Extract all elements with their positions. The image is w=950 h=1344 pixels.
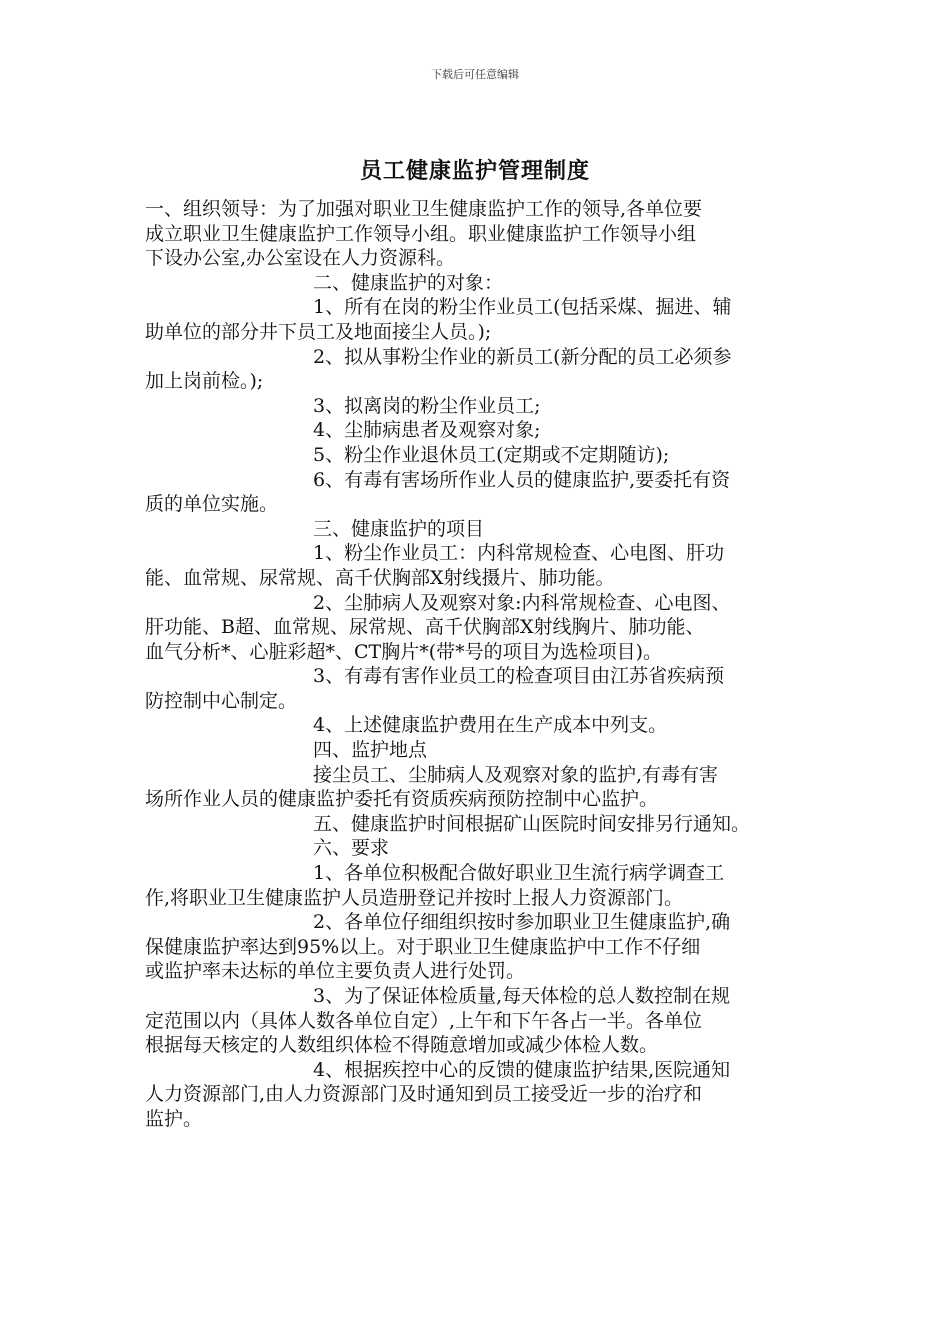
paragraph-line: 3、为了保证体检质量,每天体检的总人数控制在规 <box>313 985 731 1007</box>
paragraph-line: 4、根据疾控中心的反馈的健康监护结果,医院通知 <box>313 1058 731 1081</box>
paragraph-line: 助单位的部分井下员工及地面接尘人员。); <box>145 320 492 343</box>
paragraph-line: 接尘员工、尘肺病人及观察对象的监护,有毒有害 <box>313 763 719 786</box>
paragraph-line: 肝功能、B超、血常规、尿常规、高千伏胸部X射线胸片、肺功能、 <box>145 616 705 639</box>
paragraph-line: 3、拟离岗的粉尘作业员工; <box>313 394 541 417</box>
paragraph-line: 二、健康监护的对象： <box>313 271 504 294</box>
document-title: 员工健康监护管理制度 <box>359 158 590 184</box>
paragraph-line: 作,将职业卫生健康监护人员造册登记并按时上报人力资源部门。 <box>145 886 684 909</box>
paragraph-line: 2、拟从事粉尘作业的新员工(新分配的员工必须参 <box>313 345 732 368</box>
paragraph-line: 能、血常规、尿常规、高千伏胸部X射线摄片、肺功能。 <box>145 566 615 589</box>
document-body <box>145 197 810 1132</box>
paragraph-line: 4、尘肺病患者及观察对象; <box>313 419 541 442</box>
paragraph-line: 防控制中心制定。 <box>145 689 298 712</box>
paragraph-line: 下设办公室,办公室设在人力资源科。 <box>145 247 456 270</box>
paragraph-line: 3、有毒有害作业员工的检查项目由江苏省疾病预 <box>313 665 725 688</box>
paragraph-line: 2、尘肺病人及观察对象:内科常规检查、心电图、 <box>313 591 731 614</box>
paragraph-line: 三、健康监护的项目 <box>313 517 485 540</box>
paragraph-line: 血气分析*、心脏彩超*、CT胸片*(带*号的项目为选检项目)。 <box>145 640 663 663</box>
paragraph-line: 六、要求 <box>313 837 390 860</box>
paragraph-line: 4、上述健康监护费用在生产成本中列支。 <box>313 714 668 737</box>
paragraph-line: 1、粉尘作业员工：内科常规检查、心电图、肝功 <box>313 542 725 565</box>
paragraph-line: 保健康监护率达到95%以上。对于职业卫生健康监护中工作不仔细 <box>145 935 701 958</box>
paragraph-line: 监护。 <box>145 1107 203 1130</box>
paragraph-line: 定范围以内（具体人数各单位自定）,上午和下午各占一半。各单位 <box>145 1009 703 1032</box>
paragraph-line: 四、监护地点 <box>313 739 428 762</box>
paragraph-line: 成立职业卫生健康监护工作领导小组。职业健康监护工作领导小组 <box>145 222 697 245</box>
page-header-note: 下载后可任意编辑 <box>431 68 519 81</box>
paragraph-line: 五、健康监护时间根据矿山医院时间安排另行通知。 <box>313 812 751 835</box>
paragraph-line: 5、粉尘作业退休员工(定期或不定期随访); <box>313 443 670 466</box>
paragraph-line: 质的单位实施。 <box>145 493 279 516</box>
paragraph-line: 6、有毒有害场所作业人员的健康监护,要委托有资 <box>313 468 731 491</box>
paragraph-line: 1、所有在岗的粉尘作业员工(包括采煤、掘进、辅 <box>313 296 732 319</box>
paragraph-line: 人力资源部门,由人力资源部门及时通知到员工接受近一步的治疗和 <box>145 1083 703 1106</box>
paragraph-line: 2、各单位仔细组织按时参加职业卫生健康监护,确 <box>313 911 731 934</box>
paragraph-line: 一、组织领导：为了加强对职业卫生健康监护工作的领导,各单位要 <box>145 198 703 220</box>
paragraph-line: 加上岗前检。); <box>145 370 264 393</box>
paragraph-line: 或监护率未达标的单位主要负责人进行处罚。 <box>145 960 526 983</box>
paragraph-line: 1、各单位积极配合做好职业卫生流行病学调查工 <box>313 862 725 885</box>
paragraph-line: 根据每天核定的人数组织体检不得随意增加或减少体检人数。 <box>145 1034 659 1057</box>
paragraph-line: 场所作业人员的健康监护委托有资质疾病预防控制中心监护。 <box>145 788 659 811</box>
